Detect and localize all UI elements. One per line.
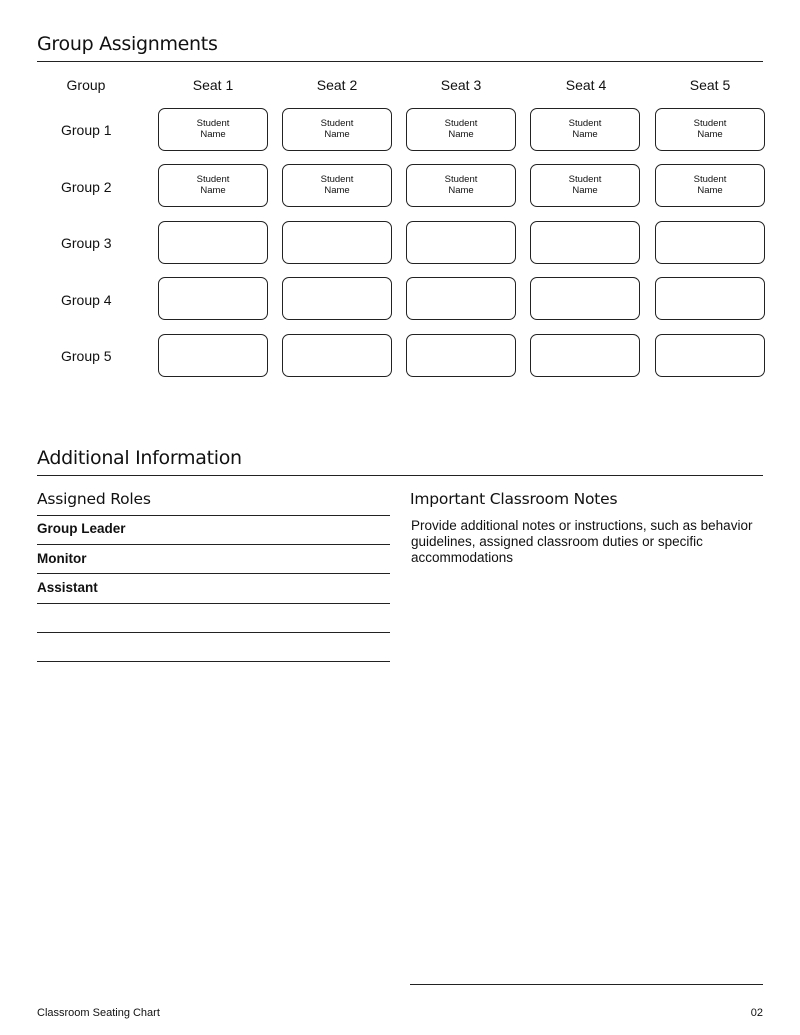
header-seat-4: Seat 4	[565, 77, 607, 93]
seat-box-group-2-seat-2[interactable]	[282, 164, 392, 207]
seat-box-group-3-seat-2[interactable]	[282, 221, 392, 264]
footer-page-number: 02	[750, 1007, 763, 1019]
role-monitor: Monitor	[37, 551, 87, 566]
seat-name	[445, 174, 478, 196]
seat-name	[569, 174, 602, 196]
seat-name-line-1: Student	[320, 173, 354, 185]
group-label-5: Group 5	[61, 348, 112, 364]
seat-box-group-4-seat-3[interactable]	[406, 277, 516, 320]
seat-box-group-1-seat-5[interactable]	[655, 108, 765, 151]
seat-name-line-1: Student	[693, 117, 727, 129]
header-seat-2: Seat 2	[316, 77, 358, 93]
seat-name	[197, 118, 230, 140]
role-group-leader: Group Leader	[37, 521, 126, 536]
additional-information-title: Additional Information	[37, 447, 242, 469]
seat-box-group-2-seat-3[interactable]	[406, 164, 516, 207]
seat-name	[694, 174, 727, 196]
group-label-1: Group 1	[61, 122, 112, 138]
seat-box-group-5-seat-1[interactable]	[158, 334, 268, 377]
seat-name-line-2: Name	[448, 184, 474, 196]
seat-name-line-2: Name	[324, 184, 350, 196]
seat-name-line-2: Name	[200, 128, 226, 140]
seat-box-group-3-seat-1[interactable]	[158, 221, 268, 264]
role-line	[37, 544, 390, 545]
seat-box-group-3-seat-3[interactable]	[406, 221, 516, 264]
seat-name-line-2: Name	[572, 128, 598, 140]
header-seat-1: Seat 1	[192, 77, 234, 93]
title-divider	[37, 61, 763, 62]
role-line	[37, 661, 390, 662]
group-label-2: Group 2	[61, 179, 112, 195]
seat-box-group-2-seat-1[interactable]	[158, 164, 268, 207]
seat-name-line-2: Name	[697, 128, 723, 140]
seat-name-line-1: Student	[196, 117, 230, 129]
classroom-notes-text: Provide additional notes or instructions, such as behavior guidelines, assigned classroom duties or specific accommodations	[411, 518, 753, 565]
role-assistant: Assistant	[37, 580, 98, 595]
role-line	[37, 573, 390, 574]
seat-box-group-5-seat-3[interactable]	[406, 334, 516, 377]
seat-name	[694, 118, 727, 140]
seat-name-line-1: Student	[320, 117, 354, 129]
role-line	[37, 632, 390, 633]
seat-name-line-2: Name	[200, 184, 226, 196]
roles-divider	[37, 515, 390, 516]
group-label-4: Group 4	[61, 292, 112, 308]
assigned-roles-title: Assigned Roles	[37, 490, 151, 508]
seat-box-group-5-seat-5[interactable]	[655, 334, 765, 377]
seat-name-line-2: Name	[324, 128, 350, 140]
seat-name-line-1: Student	[444, 173, 478, 185]
seat-box-group-1-seat-4[interactable]	[530, 108, 640, 151]
seat-box-group-3-seat-4[interactable]	[530, 221, 640, 264]
group-assignments-title: Group Assignments	[37, 33, 218, 55]
seat-box-group-5-seat-4[interactable]	[530, 334, 640, 377]
seat-box-group-2-seat-4[interactable]	[530, 164, 640, 207]
header-seat-5: Seat 5	[689, 77, 731, 93]
seat-name-line-1: Student	[568, 173, 602, 185]
seat-name	[197, 174, 230, 196]
seat-box-group-1-seat-2[interactable]	[282, 108, 392, 151]
seat-box-group-4-seat-5[interactable]	[655, 277, 765, 320]
header-group: Group	[66, 77, 106, 93]
seat-name-line-1: Student	[693, 173, 727, 185]
seat-box-group-4-seat-4[interactable]	[530, 277, 640, 320]
seat-box-group-3-seat-5[interactable]	[655, 221, 765, 264]
seat-name-line-2: Name	[448, 128, 474, 140]
seat-box-group-1-seat-3[interactable]	[406, 108, 516, 151]
seat-name-line-1: Student	[196, 173, 230, 185]
seat-name-line-1: Student	[568, 117, 602, 129]
seat-name-line-2: Name	[697, 184, 723, 196]
seat-name	[321, 118, 354, 140]
classroom-notes-title: Important Classroom Notes	[410, 490, 618, 508]
seat-box-group-2-seat-5[interactable]	[655, 164, 765, 207]
seat-name	[445, 118, 478, 140]
footer-document-title: Classroom Seating Chart	[37, 1007, 160, 1019]
role-line	[37, 603, 390, 604]
seat-name	[321, 174, 354, 196]
additional-info-divider	[37, 475, 763, 476]
header-seat-3: Seat 3	[440, 77, 482, 93]
seat-name-line-1: Student	[444, 117, 478, 129]
seat-box-group-4-seat-2[interactable]	[282, 277, 392, 320]
seat-box-group-5-seat-2[interactable]	[282, 334, 392, 377]
seat-box-group-1-seat-1[interactable]	[158, 108, 268, 151]
notes-bottom-line	[410, 984, 763, 985]
seat-name	[569, 118, 602, 140]
seat-name-line-2: Name	[572, 184, 598, 196]
seat-box-group-4-seat-1[interactable]	[158, 277, 268, 320]
group-label-3: Group 3	[61, 235, 112, 251]
